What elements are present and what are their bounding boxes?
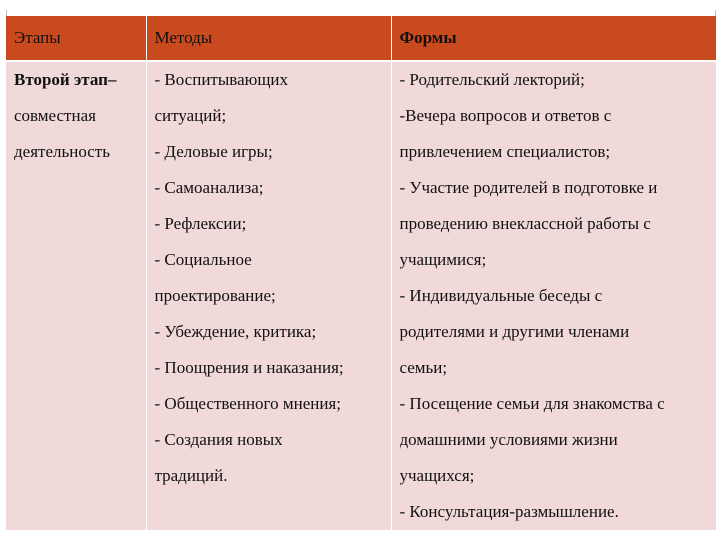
form-line: учащимися;	[399, 250, 487, 269]
stage-line: Второй этап–	[14, 70, 117, 89]
stage-line: совместная	[14, 106, 96, 125]
form-line: семьи;	[399, 358, 448, 377]
method-line: - Поощрения и наказания;	[154, 358, 344, 377]
form-line: привлечением специалистов;	[399, 142, 611, 161]
form-line: -Вечера вопросов и ответов с	[399, 106, 612, 125]
method-line: - Создания новых	[154, 430, 283, 449]
form-line: проведению внеклассной работы с	[399, 214, 651, 233]
table-row	[6, 61, 716, 530]
form-line: - Родительский лекторий;	[399, 70, 585, 89]
header-stages: Этапы	[6, 16, 146, 61]
form-line: домашними условиями жизни	[399, 430, 618, 449]
method-line: - Общественного мнения;	[154, 394, 341, 413]
method-line: проектирование;	[154, 286, 276, 305]
forms-cell	[391, 61, 716, 530]
table-header-row	[6, 16, 716, 61]
methods-cell	[146, 61, 391, 530]
form-line: - Участие родителей в подготовке и	[399, 178, 658, 197]
header-forms: Формы	[391, 16, 716, 61]
form-line: родителями и другими членами	[399, 322, 630, 341]
method-line: - Воспитывающих	[154, 70, 289, 89]
method-line: - Рефлексии;	[154, 214, 247, 233]
method-line: - Социальное	[154, 250, 252, 269]
method-line: традиций.	[154, 466, 228, 485]
method-line: - Деловые игры;	[154, 142, 273, 161]
form-line: - Индивидуальные беседы с	[399, 286, 603, 305]
method-line: - Самоанализа;	[154, 178, 264, 197]
header-methods: Методы	[146, 16, 391, 61]
stage-cell	[6, 61, 146, 530]
method-line: - Убеждение, критика;	[154, 322, 317, 341]
method-line: ситуаций;	[154, 106, 227, 125]
form-line: учащихся;	[399, 466, 475, 485]
form-line: - Посещение семьи для знакомства с	[399, 394, 665, 413]
form-line: - Консультация-размышление.	[399, 502, 619, 521]
methods-forms-table	[6, 16, 716, 530]
stage-line: деятельность	[14, 142, 110, 161]
